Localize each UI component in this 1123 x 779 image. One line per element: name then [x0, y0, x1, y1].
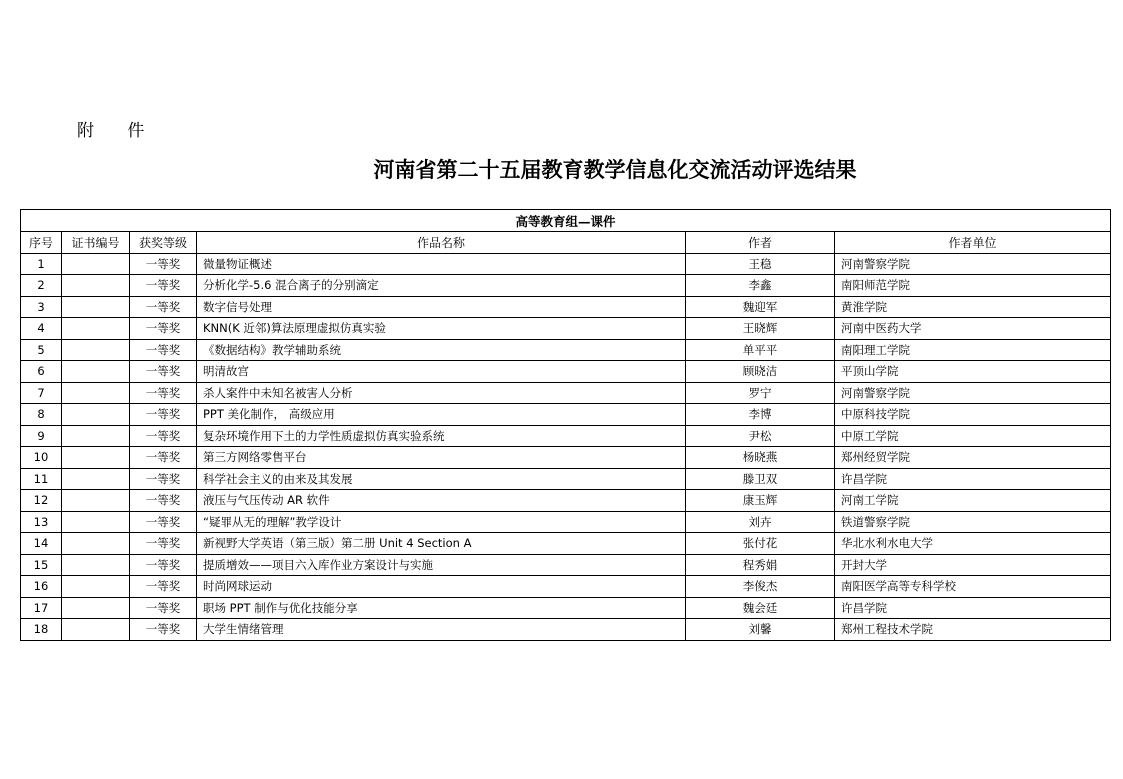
cell-no: 1: [21, 253, 62, 275]
cell-author: 张付花: [686, 533, 835, 555]
cell-cert: [62, 339, 130, 361]
cell-unit: 中原工学院: [835, 425, 1111, 447]
cell-author: 李博: [686, 404, 835, 426]
table-row: [21, 382, 1111, 404]
cell-award: 一等奖: [130, 468, 197, 490]
cell-unit: 许昌学院: [835, 597, 1111, 619]
table-row: [21, 511, 1111, 533]
cell-unit: 开封大学: [835, 554, 1111, 576]
cell-unit: 中原科技学院: [835, 404, 1111, 426]
table-row: [21, 447, 1111, 469]
column-header-cert: 证书编号: [62, 232, 130, 254]
table-row: [21, 468, 1111, 490]
cell-no: 4: [21, 318, 62, 340]
cell-author: 单平平: [686, 339, 835, 361]
cell-work: 时尚网球运动: [197, 576, 686, 598]
cell-work: 液压与气压传动 AR 软件: [197, 490, 686, 512]
cell-unit: 河南警察学院: [835, 253, 1111, 275]
column-header-row: [21, 232, 1111, 254]
table-row: [21, 490, 1111, 512]
column-header-no: 序号: [21, 232, 62, 254]
cell-author: 李俊杰: [686, 576, 835, 598]
cell-no: 10: [21, 447, 62, 469]
table-row: [21, 275, 1111, 297]
cell-cert: [62, 554, 130, 576]
cell-unit: 河南工学院: [835, 490, 1111, 512]
cell-no: 7: [21, 382, 62, 404]
cell-award: 一等奖: [130, 318, 197, 340]
cell-unit: 华北水利水电大学: [835, 533, 1111, 555]
cell-unit: 南阳师范学院: [835, 275, 1111, 297]
cell-cert: [62, 533, 130, 555]
cell-work: 大学生情绪管理: [197, 619, 686, 641]
cell-author: 王稳: [686, 253, 835, 275]
cell-unit: 南阳医学高等专科学校: [835, 576, 1111, 598]
cell-award: 一等奖: [130, 576, 197, 598]
cell-author: 李鑫: [686, 275, 835, 297]
section-header-row: [21, 210, 1111, 232]
cell-award: 一等奖: [130, 533, 197, 555]
cell-unit: 河南中医药大学: [835, 318, 1111, 340]
cell-no: 11: [21, 468, 62, 490]
cell-author: 刘卉: [686, 511, 835, 533]
cell-author: 尹松: [686, 425, 835, 447]
cell-cert: [62, 490, 130, 512]
cell-no: 13: [21, 511, 62, 533]
cell-no: 3: [21, 296, 62, 318]
cell-author: 刘馨: [686, 619, 835, 641]
cell-work: 分析化学-5.6 混合离子的分别滴定: [197, 275, 686, 297]
cell-award: 一等奖: [130, 425, 197, 447]
cell-work: 新视野大学英语（第三版）第二册 Unit 4 Section A: [197, 533, 686, 555]
cell-no: 17: [21, 597, 62, 619]
cell-award: 一等奖: [130, 382, 197, 404]
column-header-award: 获奖等级: [130, 232, 197, 254]
table-row: [21, 554, 1111, 576]
cell-award: 一等奖: [130, 619, 197, 641]
section-title: 高等教育组—课件: [21, 210, 1111, 232]
cell-cert: [62, 576, 130, 598]
cell-author: 魏会廷: [686, 597, 835, 619]
cell-author: 罗宁: [686, 382, 835, 404]
cell-cert: [62, 253, 130, 275]
cell-no: 8: [21, 404, 62, 426]
table-row: [21, 361, 1111, 383]
table-row: [21, 404, 1111, 426]
cell-no: 14: [21, 533, 62, 555]
cell-award: 一等奖: [130, 361, 197, 383]
cell-cert: [62, 511, 130, 533]
cell-unit: 郑州经贸学院: [835, 447, 1111, 469]
cell-work: PPT 美化制作， 高级应用: [197, 404, 686, 426]
cell-cert: [62, 425, 130, 447]
cell-work: 明清故宫: [197, 361, 686, 383]
cell-unit: 许昌学院: [835, 468, 1111, 490]
cell-award: 一等奖: [130, 253, 197, 275]
cell-work: 第三方网络零售平台: [197, 447, 686, 469]
table-row: [21, 339, 1111, 361]
cell-cert: [62, 296, 130, 318]
cell-author: 顾晓洁: [686, 361, 835, 383]
cell-no: 16: [21, 576, 62, 598]
cell-cert: [62, 447, 130, 469]
document-title: 河南省第二十五届教育教学信息化交流活动评选结果: [373, 158, 857, 182]
cell-unit: 郑州工程技术学院: [835, 619, 1111, 641]
cell-work: 微量物证概述: [197, 253, 686, 275]
cell-author: 魏迎军: [686, 296, 835, 318]
attachment-label: 附 件: [77, 121, 159, 141]
cell-author: 王晓辉: [686, 318, 835, 340]
table-row: [21, 533, 1111, 555]
cell-award: 一等奖: [130, 490, 197, 512]
cell-no: 15: [21, 554, 62, 576]
cell-cert: [62, 361, 130, 383]
cell-no: 2: [21, 275, 62, 297]
table-row: [21, 425, 1111, 447]
cell-work: 杀人案件中未知名被害人分析: [197, 382, 686, 404]
cell-award: 一等奖: [130, 339, 197, 361]
cell-award: 一等奖: [130, 404, 197, 426]
cell-author: 杨晓燕: [686, 447, 835, 469]
cell-work: 提质增效——项目六入库作业方案设计与实施: [197, 554, 686, 576]
column-header-unit: 作者单位: [835, 232, 1111, 254]
cell-work: “疑罪从无的理解”教学设计: [197, 511, 686, 533]
cell-cert: [62, 275, 130, 297]
cell-no: 6: [21, 361, 62, 383]
table-body: [21, 253, 1111, 640]
cell-cert: [62, 404, 130, 426]
cell-no: 12: [21, 490, 62, 512]
cell-no: 9: [21, 425, 62, 447]
cell-award: 一等奖: [130, 554, 197, 576]
cell-cert: [62, 468, 130, 490]
cell-unit: 铁道警察学院: [835, 511, 1111, 533]
cell-unit: 南阳理工学院: [835, 339, 1111, 361]
cell-work: KNN(K 近邻)算法原理虚拟仿真实验: [197, 318, 686, 340]
cell-award: 一等奖: [130, 275, 197, 297]
cell-work: 《数据结构》教学辅助系统: [197, 339, 686, 361]
cell-author: 滕卫双: [686, 468, 835, 490]
cell-no: 5: [21, 339, 62, 361]
cell-cert: [62, 597, 130, 619]
cell-award: 一等奖: [130, 511, 197, 533]
table-row: [21, 597, 1111, 619]
column-header-work: 作品名称: [197, 232, 686, 254]
cell-work: 科学社会主义的由来及其发展: [197, 468, 686, 490]
table-row: [21, 296, 1111, 318]
cell-author: 康玉辉: [686, 490, 835, 512]
cell-award: 一等奖: [130, 597, 197, 619]
cell-unit: 河南警察学院: [835, 382, 1111, 404]
cell-cert: [62, 619, 130, 641]
cell-cert: [62, 382, 130, 404]
cell-work: 复杂环境作用下土的力学性质虚拟仿真实验系统: [197, 425, 686, 447]
cell-work: 职场 PPT 制作与优化技能分享: [197, 597, 686, 619]
cell-award: 一等奖: [130, 296, 197, 318]
table-row: [21, 253, 1111, 275]
cell-author: 程秀娟: [686, 554, 835, 576]
cell-no: 18: [21, 619, 62, 641]
cell-unit: 黄淮学院: [835, 296, 1111, 318]
column-header-author: 作者: [686, 232, 835, 254]
table-row: [21, 318, 1111, 340]
results-table: [20, 209, 1111, 641]
cell-unit: 平顶山学院: [835, 361, 1111, 383]
cell-cert: [62, 318, 130, 340]
cell-work: 数字信号处理: [197, 296, 686, 318]
cell-award: 一等奖: [130, 447, 197, 469]
table-row: [21, 576, 1111, 598]
table-row: [21, 619, 1111, 641]
